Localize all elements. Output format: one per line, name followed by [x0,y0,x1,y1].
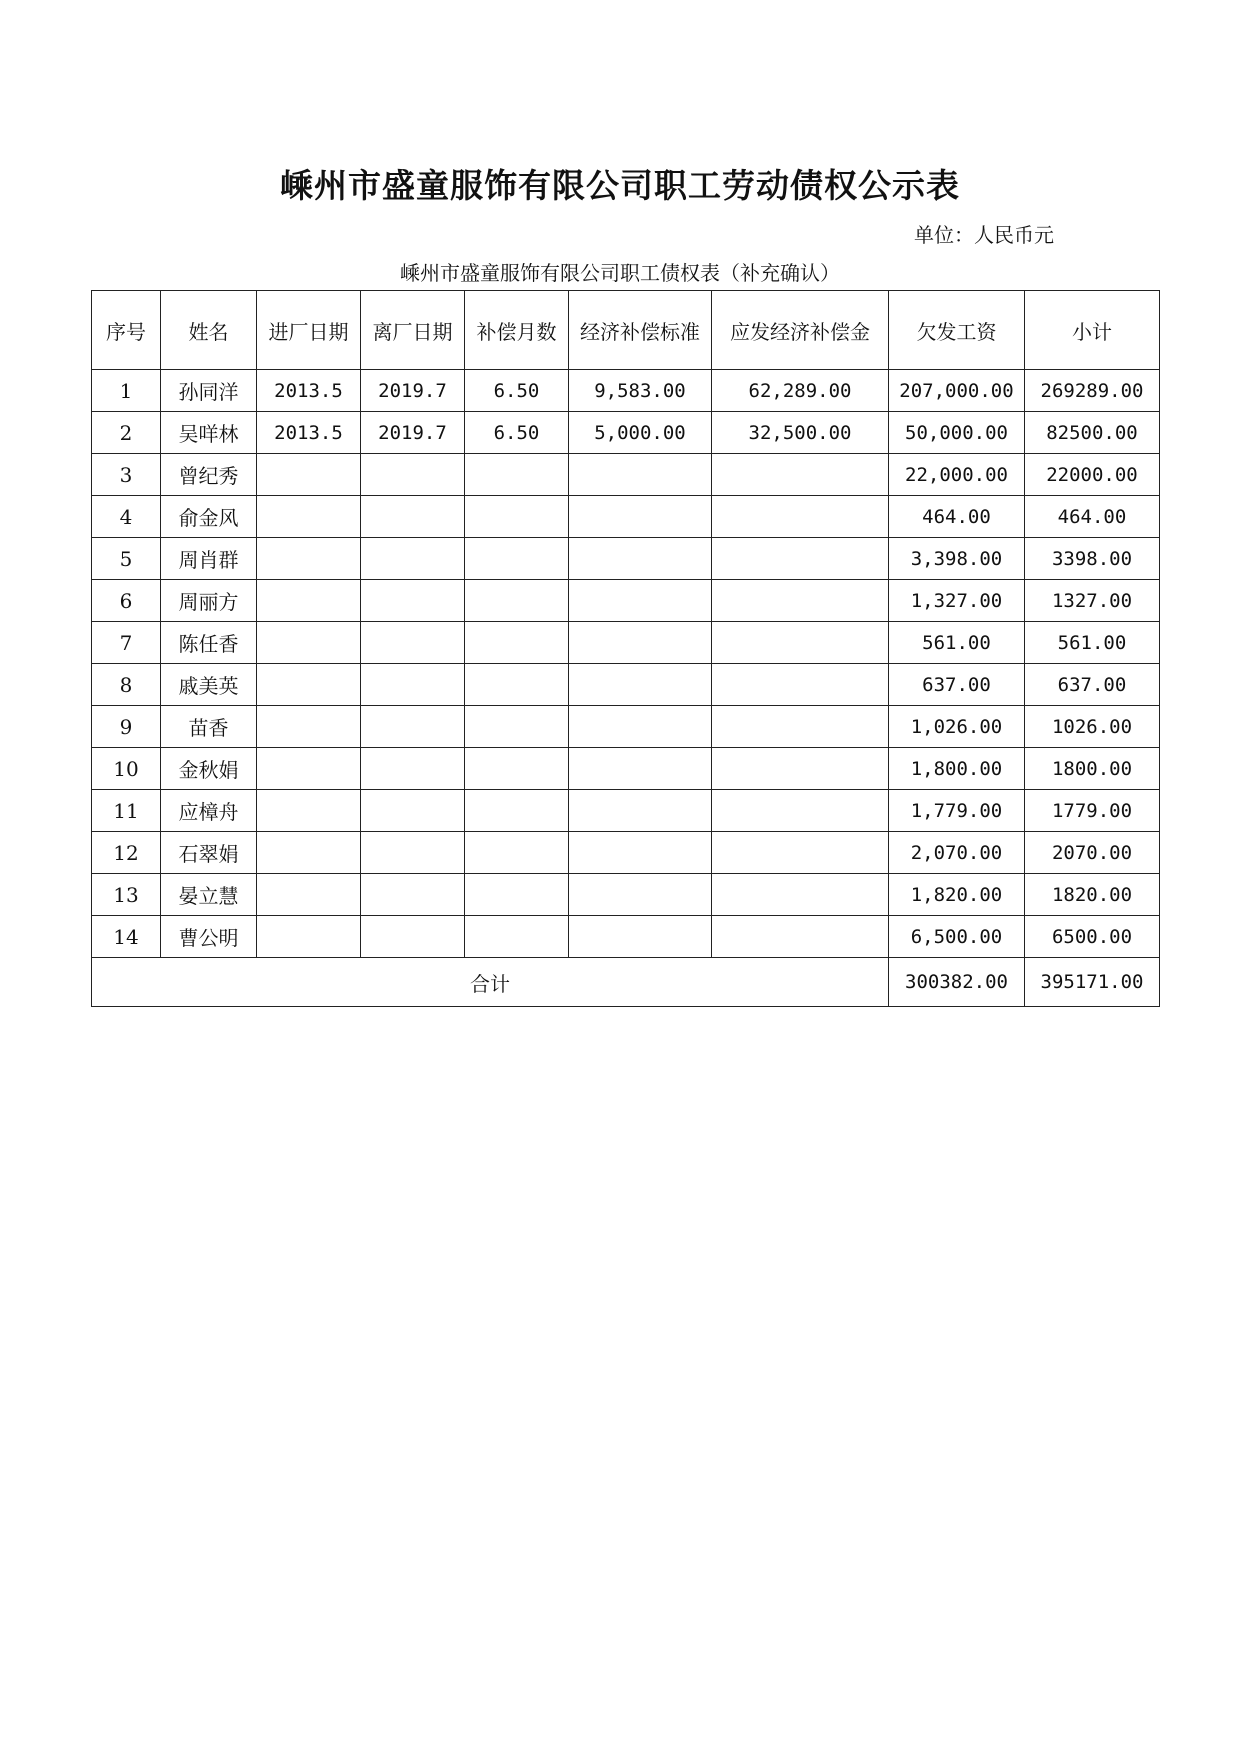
cell-subtotal: 6500.00 [1025,916,1160,958]
cell-name: 吴咩林 [161,412,257,454]
cell-end-date [361,496,465,538]
cell-end-date [361,706,465,748]
cell-comp-standard: 5,000.00 [569,412,712,454]
cell-comp-months [465,748,569,790]
cell-comp-amount: 32,500.00 [712,412,889,454]
cell-unpaid-wages: 22,000.00 [889,454,1025,496]
cell-name: 周肖群 [161,538,257,580]
table-row [92,916,1160,958]
cell-subtotal: 1779.00 [1025,790,1160,832]
cell-start-date [257,706,361,748]
cell-index: 9 [92,706,161,748]
cell-comp-amount [712,706,889,748]
table-row [92,790,1160,832]
cell-unpaid-wages: 3,398.00 [889,538,1025,580]
cell-index: 11 [92,790,161,832]
cell-subtotal: 3398.00 [1025,538,1160,580]
total-label: 合计 [92,958,889,1007]
cell-comp-months [465,580,569,622]
cell-end-date [361,664,465,706]
cell-start-date [257,874,361,916]
cell-start-date [257,580,361,622]
table-row [92,580,1160,622]
cell-unpaid-wages: 50,000.00 [889,412,1025,454]
cell-index: 2 [92,412,161,454]
cell-comp-standard [569,454,712,496]
total-wages: 300382.00 [889,958,1025,1007]
cell-start-date: 2013.5 [257,412,361,454]
cell-unpaid-wages: 561.00 [889,622,1025,664]
cell-name: 曾纪秀 [161,454,257,496]
header-name: 姓名 [161,291,257,370]
cell-subtotal: 1327.00 [1025,580,1160,622]
cell-comp-months [465,538,569,580]
cell-comp-amount [712,874,889,916]
cell-index: 12 [92,832,161,874]
cell-subtotal: 269289.00 [1025,370,1160,412]
cell-name: 金秋娟 [161,748,257,790]
table-row [92,748,1160,790]
cell-name: 应樟舟 [161,790,257,832]
cell-comp-amount [712,832,889,874]
cell-start-date [257,664,361,706]
cell-index: 14 [92,916,161,958]
creditor-table [91,290,1160,1007]
cell-start-date [257,748,361,790]
cell-end-date: 2019.7 [361,412,465,454]
cell-comp-standard [569,496,712,538]
cell-index: 10 [92,748,161,790]
cell-index: 13 [92,874,161,916]
cell-comp-amount [712,622,889,664]
cell-subtotal: 22000.00 [1025,454,1160,496]
table-row [92,538,1160,580]
cell-index: 4 [92,496,161,538]
cell-unpaid-wages: 6,500.00 [889,916,1025,958]
cell-name: 戚美英 [161,664,257,706]
cell-start-date: 2013.5 [257,370,361,412]
cell-unpaid-wages: 464.00 [889,496,1025,538]
cell-comp-standard [569,580,712,622]
table-body [92,370,1160,958]
cell-comp-months [465,832,569,874]
cell-comp-standard [569,622,712,664]
cell-comp-standard [569,874,712,916]
cell-end-date [361,916,465,958]
header-comp-amount: 应发经济补偿金 [712,291,889,370]
cell-subtotal: 561.00 [1025,622,1160,664]
cell-index: 1 [92,370,161,412]
table-row [92,370,1160,412]
cell-comp-standard [569,832,712,874]
total-row [92,958,1160,1007]
table-row [92,832,1160,874]
cell-subtotal: 637.00 [1025,664,1160,706]
total-subtotal: 395171.00 [1025,958,1160,1007]
cell-comp-standard [569,664,712,706]
cell-start-date [257,454,361,496]
cell-comp-months [465,874,569,916]
cell-index: 8 [92,664,161,706]
cell-start-date [257,622,361,664]
header-comp-months: 补偿月数 [465,291,569,370]
header-unpaid-wages: 欠发工资 [889,291,1025,370]
cell-subtotal: 1800.00 [1025,748,1160,790]
cell-name: 曹公明 [161,916,257,958]
cell-comp-months [465,454,569,496]
cell-name: 周丽方 [161,580,257,622]
cell-end-date [361,622,465,664]
cell-comp-standard [569,790,712,832]
cell-start-date [257,538,361,580]
cell-unpaid-wages: 2,070.00 [889,832,1025,874]
cell-end-date [361,580,465,622]
table-row [92,496,1160,538]
cell-comp-standard [569,706,712,748]
cell-subtotal: 464.00 [1025,496,1160,538]
unit-label: 单位：人民币元 [914,223,1054,247]
cell-end-date [361,538,465,580]
cell-comp-months [465,706,569,748]
cell-start-date [257,496,361,538]
cell-comp-amount: 62,289.00 [712,370,889,412]
cell-comp-months [465,622,569,664]
cell-comp-standard [569,916,712,958]
cell-comp-amount [712,748,889,790]
cell-start-date [257,790,361,832]
cell-name: 俞金风 [161,496,257,538]
cell-subtotal: 2070.00 [1025,832,1160,874]
table-row [92,622,1160,664]
cell-comp-amount [712,538,889,580]
cell-index: 5 [92,538,161,580]
table-caption: 嵊州市盛童服饰有限公司职工债权表（补充确认） [400,261,840,285]
cell-comp-standard [569,538,712,580]
cell-comp-amount [712,580,889,622]
cell-end-date [361,748,465,790]
cell-comp-months [465,664,569,706]
cell-unpaid-wages: 1,026.00 [889,706,1025,748]
cell-index: 6 [92,580,161,622]
table-row [92,874,1160,916]
header-comp-standard: 经济补偿标准 [569,291,712,370]
cell-comp-months: 6.50 [465,412,569,454]
cell-comp-standard: 9,583.00 [569,370,712,412]
cell-index: 3 [92,454,161,496]
cell-name: 陈任香 [161,622,257,664]
cell-end-date [361,790,465,832]
header-start-date: 进厂日期 [257,291,361,370]
table-row [92,706,1160,748]
cell-comp-months [465,790,569,832]
cell-comp-amount [712,496,889,538]
cell-end-date [361,454,465,496]
cell-comp-amount [712,664,889,706]
cell-name: 苗香 [161,706,257,748]
header-index: 序号 [92,291,161,370]
cell-comp-amount [712,454,889,496]
cell-unpaid-wages: 637.00 [889,664,1025,706]
page-title: 嵊州市盛童服饰有限公司职工劳动债权公示表 [280,166,960,205]
cell-unpaid-wages: 1,800.00 [889,748,1025,790]
cell-subtotal: 1026.00 [1025,706,1160,748]
cell-comp-amount [712,916,889,958]
cell-name: 孙同洋 [161,370,257,412]
cell-comp-amount [712,790,889,832]
cell-unpaid-wages: 1,820.00 [889,874,1025,916]
cell-unpaid-wages: 1,779.00 [889,790,1025,832]
cell-start-date [257,832,361,874]
cell-start-date [257,916,361,958]
cell-name: 晏立慧 [161,874,257,916]
header-end-date: 离厂日期 [361,291,465,370]
cell-comp-months [465,496,569,538]
table-row [92,412,1160,454]
cell-subtotal: 82500.00 [1025,412,1160,454]
cell-name: 石翠娟 [161,832,257,874]
table-header-row [92,291,1160,370]
cell-index: 7 [92,622,161,664]
table-row [92,454,1160,496]
header-subtotal: 小计 [1025,291,1160,370]
cell-end-date: 2019.7 [361,370,465,412]
table-row [92,664,1160,706]
cell-comp-months: 6.50 [465,370,569,412]
cell-subtotal: 1820.00 [1025,874,1160,916]
cell-comp-months [465,916,569,958]
cell-unpaid-wages: 1,327.00 [889,580,1025,622]
cell-comp-standard [569,748,712,790]
cell-end-date [361,832,465,874]
cell-unpaid-wages: 207,000.00 [889,370,1025,412]
cell-end-date [361,874,465,916]
